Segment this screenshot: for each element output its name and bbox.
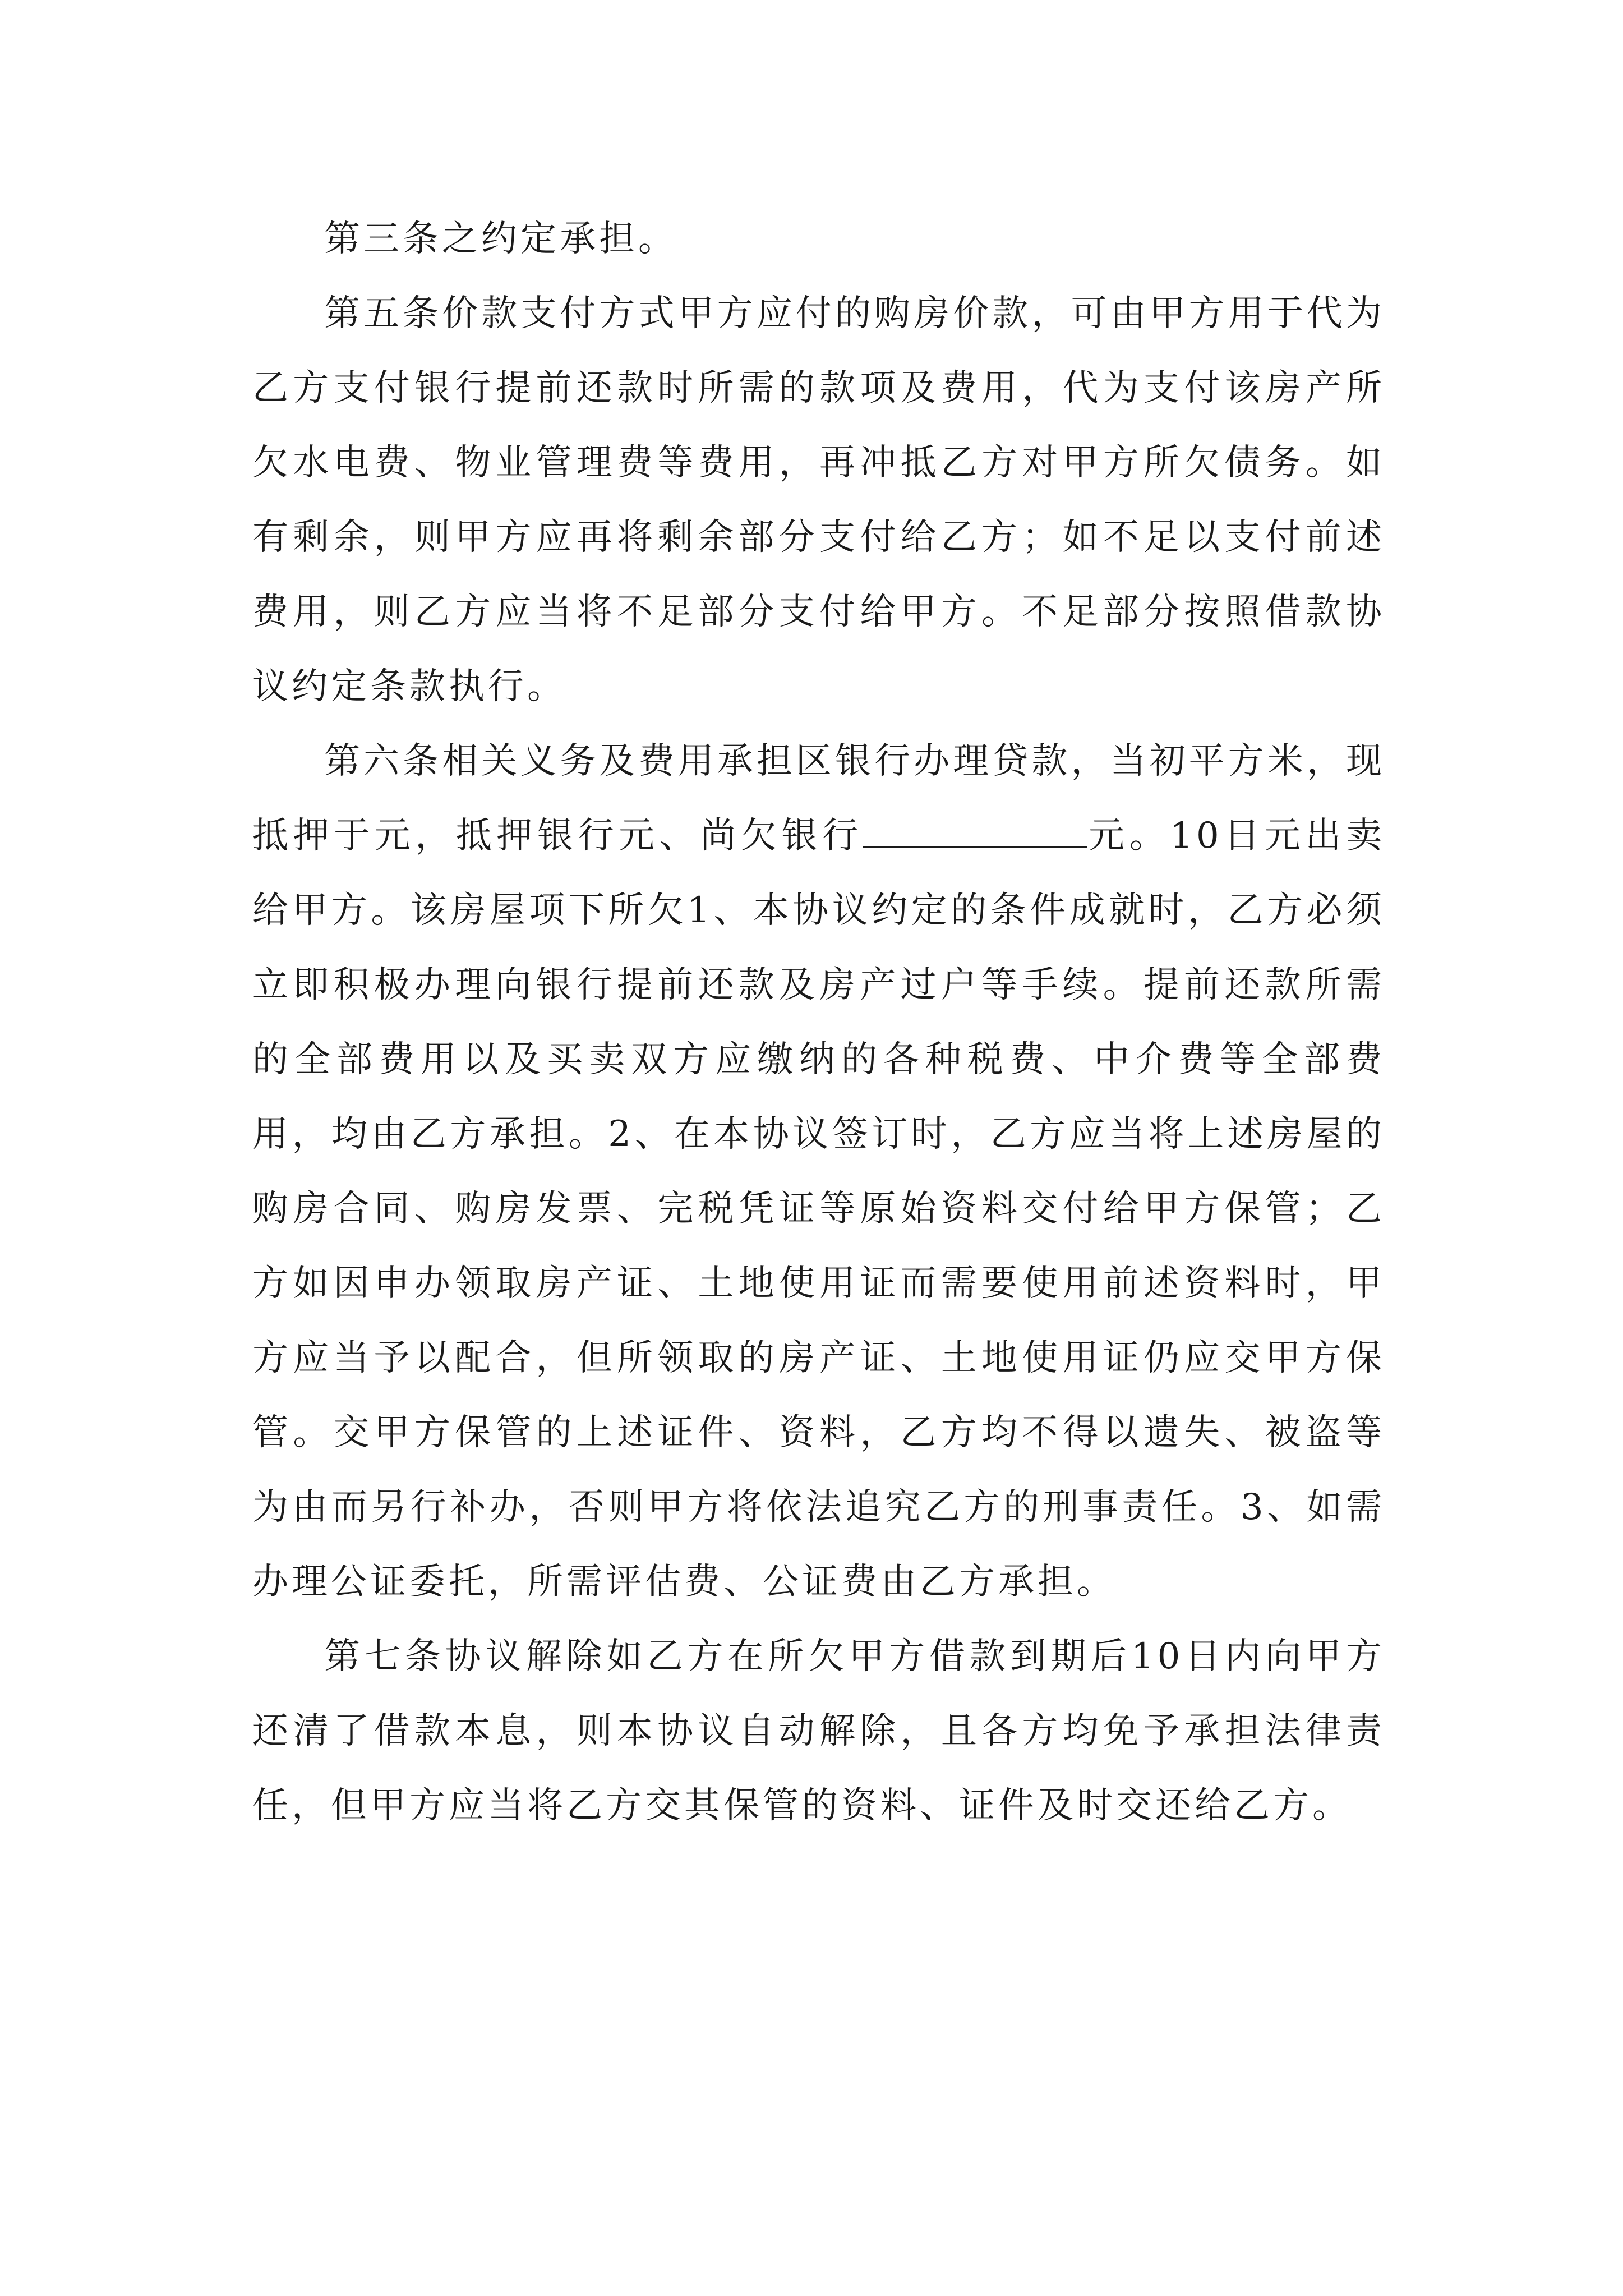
fill-in-blank [863, 812, 1087, 848]
paragraph-article-7: 第七条协议解除如乙方在所欠甲方借款到期后10日内向甲方还清了借款本息，则本协议自动解除，且各方均免予承担法律责任，但甲方应当将乙方交其保管的资料、证件及时交还给乙方。 [252, 1636, 1385, 1826]
paragraph-article-6 [252, 724, 1385, 1619]
paragraph-article-5: 第五条价款支付方式甲方应付的购房价款，可由甲方用于代为乙方支付银行提前还款时所需的款项及费用，代为支付该房产所欠水电费、物业管理费等费用，再冲抵乙方对甲方所欠债务。如有剩余，则甲方应再将剩余部分支付给乙方；如不足以支付前述费用，则乙方应当将不足部分支付给甲方。不足部分按照借款协议约定条款执行。 [252, 293, 1385, 707]
paragraph-article-3-end: 第三条之约定承担。 [324, 218, 677, 260]
paragraph-article-6-part2: 元。10日元出卖给甲方。该房屋项下所欠1、本协议约定的条件成就时，乙方必须立即积极办理向银行提前还款及房产过户等手续。提前还款所需的全部费用以及买卖双方应缴纳的各种税费、中介费等全部费用，均由乙方承担。2、在本协议签订时，乙方应当将上述房屋的购房合同、购房发票、完税凭证等原始资料交付给甲方保管；乙方如因申办领取房产证、土地使用证而需要使用前述资料时，甲方应当予以配合，但所领取的房产证、土地使用证仍应交甲方保管。交甲方保管的上述证件、资料，乙方均不得以遗失、被盗等为由而另行补办，否则甲方将依法追究乙方的刑事责任。3、如需办理公证委托，所需评估费、公证费由乙方承担。 [252, 815, 1386, 1603]
document-body [252, 202, 1385, 1843]
paragraph-article-6-part1: 第六条相关义务及费用承担区银行办理贷款，当初平方米，现抵押于元，抵押银行元、尚欠银行 [252, 740, 1385, 857]
